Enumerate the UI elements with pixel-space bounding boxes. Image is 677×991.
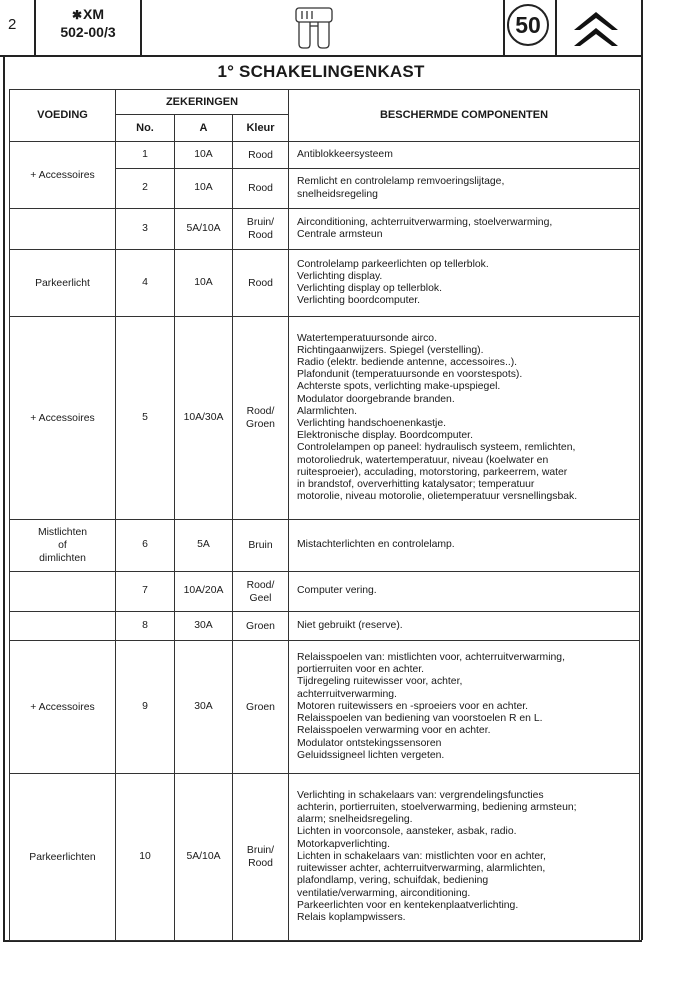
table-row [10,317,640,520]
fuse-color: Bruin/ Rood [233,209,289,250]
voeding-cell: + Accessoires [10,317,116,520]
component-desc: Airconditioning, achterruitverwarming, stoelverwarming, Centrale armsteun [289,209,640,250]
fuse-color: Rood [233,250,289,317]
header-voeding: VOEDING [10,90,116,142]
component-desc: Antiblokkeersysteem [289,142,640,169]
fuse-color: Bruin [233,520,289,572]
fuse-no: 5 [116,317,175,520]
component-desc: Verlichting in schakelaars van: vergrendelingsfuncties achterin, portierruiten, stoelverwarming, bediening armsteun; alarm; snelheidsregeling. Lichten in voorconsole, aansteker, asbak, radio. Motorkapverlichting. Lichten in schakelaars van: mistlichten voor en achter, ruitewisser achter, achterruitverwarming, alarmlichten, plafondlamp, vering, schuifdak, bediening ventilatie/verwarming, airconditioning. Parkeerlichten voor en kentekenplaatverlichting. Relais koplampwissers. [289,774,640,941]
voeding-cell: Parkeerlichten [10,774,116,941]
page-title: 1° SCHAKELINGENKAST [217,62,425,81]
table-row [10,209,640,250]
table-row [10,612,640,641]
page-number: 2 [8,16,17,33]
table-row [10,250,640,317]
fuse-no: 7 [116,572,175,612]
fuse-no: 10 [116,774,175,941]
header-kleur: Kleur [233,115,289,142]
fuse-amp: 30A [175,612,233,641]
fuse-color: Groen [233,641,289,774]
model-name: XM [83,6,105,22]
fuse-no: 6 [116,520,175,572]
voeding-cell: Parkeerlicht [10,250,116,317]
voeding-cell: Mistlichten of dimlichten [10,520,116,572]
fuse-icon [290,4,338,50]
table-row [10,774,640,941]
header-a: A [175,115,233,142]
fuse-color: Groen [233,612,289,641]
model-code [48,6,128,41]
header-no: No. [116,115,175,142]
fuse-no: 4 [116,250,175,317]
component-desc: Watertemperatuursonde airco. Richtingaanwijzers. Spiegel (verstelling). Radio (elektr. bediende antenne, accessoires..). Plafondunit (temperatuursonde en voorstespots). Achterste spots, verlichting make-upspiegel. Modulator doorgebrande branden. Alarmlichten. Verlichting handschoenenkastje. Elektronische display. Boordcomputer. Controlelampen op paneel: hydraulisch systeem, remlichten, motoroliedruk, watertemperatuur, niveau (koelwater en ruitesproeier), acculading, motorstoring, parkeerrem, water in brandstof, oververhitting katalysator; temperatuur motorolie, niveau motorolie, olietemperatuur versnellingsbak. [289,317,640,520]
component-desc: Niet gebruikt (reserve). [289,612,640,641]
fuse-amp: 10A [175,142,233,169]
fuse-no: 1 [116,142,175,169]
header-zekeringen: ZEKERINGEN [116,90,289,115]
table-row [10,572,640,612]
header-componenten: BESCHERMDE COMPONENTEN [289,90,640,142]
voeding-cell [10,209,116,250]
voeding-cell: + Accessoires [10,641,116,774]
fuse-amp: 5A/10A [175,209,233,250]
voeding-cell: + Accessoires [10,142,116,209]
fuse-color: Rood/ Geel [233,572,289,612]
fuse-no: 3 [116,209,175,250]
voeding-cell [10,572,116,612]
component-desc: Mistachterlichten en controlelamp. [289,520,640,572]
fuse-amp: 10A/20A [175,572,233,612]
component-desc: Controlelamp parkeerlichten op tellerblok. Verlichting display. Verlichting display op tellerblok. Verlichting boordcomputer. [289,250,640,317]
table-row [10,641,640,774]
fuse-no: 9 [116,641,175,774]
fuse-amp: 5A/10A [175,774,233,941]
fuse-color: Rood [233,142,289,169]
document-code: 502-00/3 [60,24,116,40]
fuse-color: Rood [233,169,289,209]
fuse-amp: 10A [175,169,233,209]
voeding-cell [10,612,116,641]
fuse-no: 2 [116,169,175,209]
fuse-color: Rood/ Groen [233,317,289,520]
fuse-amp: 10A/30A [175,317,233,520]
fuse-amp: 5A [175,520,233,572]
page-circle-badge [507,4,549,46]
fuse-amp: 10A [175,250,233,317]
star-icon: ✱ [71,8,83,22]
circle-number: 50 [515,11,541,38]
component-desc: Relaisspoelen van: mistlichten voor, achterruitverwarming, portierruiten voor en achter. Tijdregeling ruitewisser voor, achter, achterruitverwarming. Motoren ruitewissers en -sproeiers voor en achter. Relaisspoelen van bediening van voorstoelen R en L. Relaisspoelen verwarming voor en achter. Modulator ontstekingssensoren Geluidssigneel lichten vergeten. [289,641,640,774]
fuse-table [9,89,640,941]
citroen-chevron-logo [572,10,620,48]
fuse-no: 8 [116,612,175,641]
component-desc: Computer vering. [289,572,640,612]
table-row [10,520,640,572]
component-desc: Remlicht en controlelamp remvoeringslijtage, snelheidsregeling [289,169,640,209]
fuse-color: Bruin/ Rood [233,774,289,941]
table-row [10,142,640,169]
fuse-amp: 30A [175,641,233,774]
